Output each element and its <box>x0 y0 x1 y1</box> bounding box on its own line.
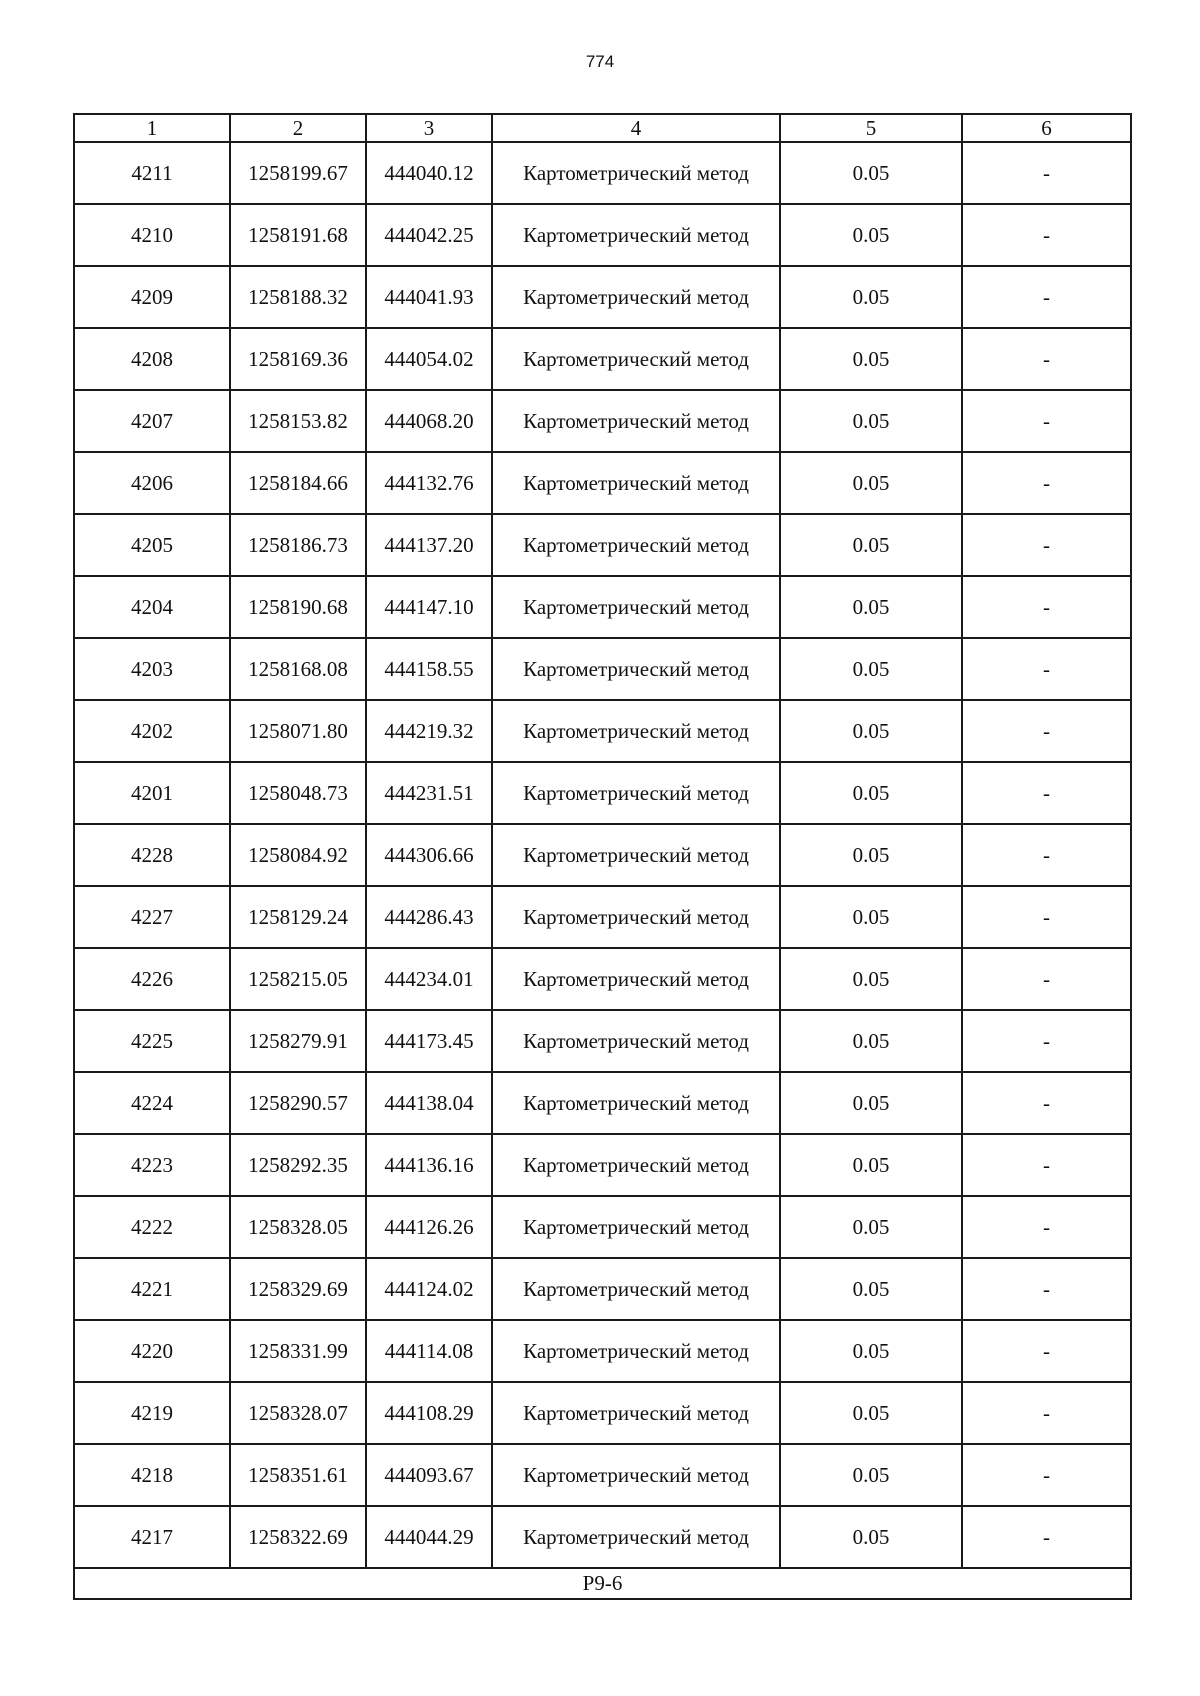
column-header: 2 <box>230 114 366 142</box>
note-cell: - <box>962 1506 1131 1568</box>
x-coordinate-cell: 1258292.35 <box>230 1134 366 1196</box>
accuracy-cell: 0.05 <box>780 390 962 452</box>
accuracy-cell: 0.05 <box>780 886 962 948</box>
note-cell: - <box>962 576 1131 638</box>
accuracy-cell: 0.05 <box>780 1010 962 1072</box>
point-number-cell: 4224 <box>74 1072 230 1134</box>
table-row <box>74 328 1131 390</box>
accuracy-cell: 0.05 <box>780 514 962 576</box>
x-coordinate-cell: 1258191.68 <box>230 204 366 266</box>
x-coordinate-cell: 1258169.36 <box>230 328 366 390</box>
x-coordinate-cell: 1258153.82 <box>230 390 366 452</box>
coordinates-table <box>73 113 1132 1600</box>
x-coordinate-cell: 1258290.57 <box>230 1072 366 1134</box>
point-number-cell: 4207 <box>74 390 230 452</box>
method-cell: Картометрический метод <box>492 948 780 1010</box>
column-header: 3 <box>366 114 492 142</box>
x-coordinate-cell: 1258071.80 <box>230 700 366 762</box>
x-coordinate-cell: 1258188.32 <box>230 266 366 328</box>
y-coordinate-cell: 444173.45 <box>366 1010 492 1072</box>
note-cell: - <box>962 700 1131 762</box>
y-coordinate-cell: 444136.16 <box>366 1134 492 1196</box>
table-row <box>74 886 1131 948</box>
y-coordinate-cell: 444306.66 <box>366 824 492 886</box>
table-row <box>74 1506 1131 1568</box>
table-row <box>74 1196 1131 1258</box>
table-body <box>74 114 1131 1599</box>
accuracy-cell: 0.05 <box>780 1382 962 1444</box>
note-cell: - <box>962 142 1131 204</box>
column-header: 5 <box>780 114 962 142</box>
table-row <box>74 824 1131 886</box>
note-cell: - <box>962 638 1131 700</box>
y-coordinate-cell: 444147.10 <box>366 576 492 638</box>
table-footer-row <box>74 1568 1131 1599</box>
method-cell: Картометрический метод <box>492 1196 780 1258</box>
point-number-cell: 4227 <box>74 886 230 948</box>
accuracy-cell: 0.05 <box>780 1072 962 1134</box>
table-row <box>74 204 1131 266</box>
y-coordinate-cell: 444054.02 <box>366 328 492 390</box>
method-cell: Картометрический метод <box>492 1010 780 1072</box>
method-cell: Картометрический метод <box>492 266 780 328</box>
column-header: 4 <box>492 114 780 142</box>
x-coordinate-cell: 1258168.08 <box>230 638 366 700</box>
point-number-cell: 4217 <box>74 1506 230 1568</box>
accuracy-cell: 0.05 <box>780 328 962 390</box>
table-row <box>74 266 1131 328</box>
accuracy-cell: 0.05 <box>780 142 962 204</box>
method-cell: Картометрический метод <box>492 1320 780 1382</box>
accuracy-cell: 0.05 <box>780 638 962 700</box>
table-row <box>74 948 1131 1010</box>
point-number-cell: 4228 <box>74 824 230 886</box>
x-coordinate-cell: 1258048.73 <box>230 762 366 824</box>
note-cell: - <box>962 1320 1131 1382</box>
method-cell: Картометрический метод <box>492 1134 780 1196</box>
y-coordinate-cell: 444234.01 <box>366 948 492 1010</box>
x-coordinate-cell: 1258322.69 <box>230 1506 366 1568</box>
method-cell: Картометрический метод <box>492 1444 780 1506</box>
accuracy-cell: 0.05 <box>780 576 962 638</box>
table-row <box>74 1134 1131 1196</box>
accuracy-cell: 0.05 <box>780 1444 962 1506</box>
table-row <box>74 576 1131 638</box>
y-coordinate-cell: 444108.29 <box>366 1382 492 1444</box>
note-cell: - <box>962 1134 1131 1196</box>
y-coordinate-cell: 444042.25 <box>366 204 492 266</box>
accuracy-cell: 0.05 <box>780 1506 962 1568</box>
x-coordinate-cell: 1258084.92 <box>230 824 366 886</box>
note-cell: - <box>962 452 1131 514</box>
accuracy-cell: 0.05 <box>780 1134 962 1196</box>
point-number-cell: 4203 <box>74 638 230 700</box>
x-coordinate-cell: 1258129.24 <box>230 886 366 948</box>
y-coordinate-cell: 444093.67 <box>366 1444 492 1506</box>
method-cell: Картометрический метод <box>492 1072 780 1134</box>
y-coordinate-cell: 444138.04 <box>366 1072 492 1134</box>
x-coordinate-cell: 1258331.99 <box>230 1320 366 1382</box>
method-cell: Картометрический метод <box>492 1382 780 1444</box>
method-cell: Картометрический метод <box>492 762 780 824</box>
point-number-cell: 4202 <box>74 700 230 762</box>
y-coordinate-cell: 444114.08 <box>366 1320 492 1382</box>
method-cell: Картометрический метод <box>492 204 780 266</box>
y-coordinate-cell: 444044.29 <box>366 1506 492 1568</box>
table-row <box>74 700 1131 762</box>
point-number-cell: 4201 <box>74 762 230 824</box>
page-number: 774 <box>585 52 615 71</box>
point-number-cell: 4221 <box>74 1258 230 1320</box>
method-cell: Картометрический метод <box>492 514 780 576</box>
y-coordinate-cell: 444231.51 <box>366 762 492 824</box>
note-cell: - <box>962 1196 1131 1258</box>
point-number-cell: 4208 <box>74 328 230 390</box>
note-cell: - <box>962 948 1131 1010</box>
point-number-cell: 4220 <box>74 1320 230 1382</box>
method-cell: Картометрический метод <box>492 328 780 390</box>
table-row <box>74 762 1131 824</box>
point-number-cell: 4219 <box>74 1382 230 1444</box>
column-header: 1 <box>74 114 230 142</box>
point-number-cell: 4210 <box>74 204 230 266</box>
method-cell: Картометрический метод <box>492 638 780 700</box>
point-number-cell: 4209 <box>74 266 230 328</box>
x-coordinate-cell: 1258279.91 <box>230 1010 366 1072</box>
note-cell: - <box>962 266 1131 328</box>
y-coordinate-cell: 444040.12 <box>366 142 492 204</box>
note-cell: - <box>962 1010 1131 1072</box>
table-row <box>74 1010 1131 1072</box>
y-coordinate-cell: 444286.43 <box>366 886 492 948</box>
accuracy-cell: 0.05 <box>780 204 962 266</box>
y-coordinate-cell: 444219.32 <box>366 700 492 762</box>
accuracy-cell: 0.05 <box>780 1196 962 1258</box>
x-coordinate-cell: 1258190.68 <box>230 576 366 638</box>
table-row <box>74 1382 1131 1444</box>
x-coordinate-cell: 1258215.05 <box>230 948 366 1010</box>
accuracy-cell: 0.05 <box>780 762 962 824</box>
y-coordinate-cell: 444126.26 <box>366 1196 492 1258</box>
method-cell: Картометрический метод <box>492 576 780 638</box>
table-row <box>74 452 1131 514</box>
method-cell: Картометрический метод <box>492 824 780 886</box>
x-coordinate-cell: 1258328.07 <box>230 1382 366 1444</box>
accuracy-cell: 0.05 <box>780 266 962 328</box>
point-number-cell: 4223 <box>74 1134 230 1196</box>
method-cell: Картометрический метод <box>492 142 780 204</box>
x-coordinate-cell: 1258199.67 <box>230 142 366 204</box>
note-cell: - <box>962 1258 1131 1320</box>
note-cell: - <box>962 328 1131 390</box>
point-number-cell: 4206 <box>74 452 230 514</box>
column-header: 6 <box>962 114 1131 142</box>
table-row <box>74 638 1131 700</box>
point-number-cell: 4205 <box>74 514 230 576</box>
table-row <box>74 1320 1131 1382</box>
method-cell: Картометрический метод <box>492 1258 780 1320</box>
table-row <box>74 142 1131 204</box>
table-row <box>74 1072 1131 1134</box>
note-cell: - <box>962 514 1131 576</box>
accuracy-cell: 0.05 <box>780 1320 962 1382</box>
table-row <box>74 1258 1131 1320</box>
note-cell: - <box>962 1072 1131 1134</box>
accuracy-cell: 0.05 <box>780 452 962 514</box>
table-row <box>74 1444 1131 1506</box>
accuracy-cell: 0.05 <box>780 700 962 762</box>
method-cell: Картометрический метод <box>492 700 780 762</box>
method-cell: Картометрический метод <box>492 452 780 514</box>
y-coordinate-cell: 444132.76 <box>366 452 492 514</box>
point-number-cell: 4225 <box>74 1010 230 1072</box>
method-cell: Картометрический метод <box>492 886 780 948</box>
note-cell: - <box>962 824 1131 886</box>
method-cell: Картометрический метод <box>492 1506 780 1568</box>
point-number-cell: 4204 <box>74 576 230 638</box>
table-row <box>74 514 1131 576</box>
point-number-cell: 4226 <box>74 948 230 1010</box>
x-coordinate-cell: 1258186.73 <box>230 514 366 576</box>
note-cell: - <box>962 1382 1131 1444</box>
y-coordinate-cell: 444124.02 <box>366 1258 492 1320</box>
y-coordinate-cell: 444137.20 <box>366 514 492 576</box>
table-footer-label: Р9-6 <box>74 1568 1131 1599</box>
note-cell: - <box>962 762 1131 824</box>
y-coordinate-cell: 444041.93 <box>366 266 492 328</box>
point-number-cell: 4218 <box>74 1444 230 1506</box>
accuracy-cell: 0.05 <box>780 1258 962 1320</box>
x-coordinate-cell: 1258184.66 <box>230 452 366 514</box>
table-row <box>74 390 1131 452</box>
note-cell: - <box>962 204 1131 266</box>
y-coordinate-cell: 444068.20 <box>366 390 492 452</box>
note-cell: - <box>962 886 1131 948</box>
method-cell: Картометрический метод <box>492 390 780 452</box>
x-coordinate-cell: 1258328.05 <box>230 1196 366 1258</box>
accuracy-cell: 0.05 <box>780 948 962 1010</box>
note-cell: - <box>962 1444 1131 1506</box>
accuracy-cell: 0.05 <box>780 824 962 886</box>
note-cell: - <box>962 390 1131 452</box>
x-coordinate-cell: 1258329.69 <box>230 1258 366 1320</box>
y-coordinate-cell: 444158.55 <box>366 638 492 700</box>
x-coordinate-cell: 1258351.61 <box>230 1444 366 1506</box>
point-number-cell: 4222 <box>74 1196 230 1258</box>
point-number-cell: 4211 <box>74 142 230 204</box>
table-header-row <box>74 114 1131 142</box>
